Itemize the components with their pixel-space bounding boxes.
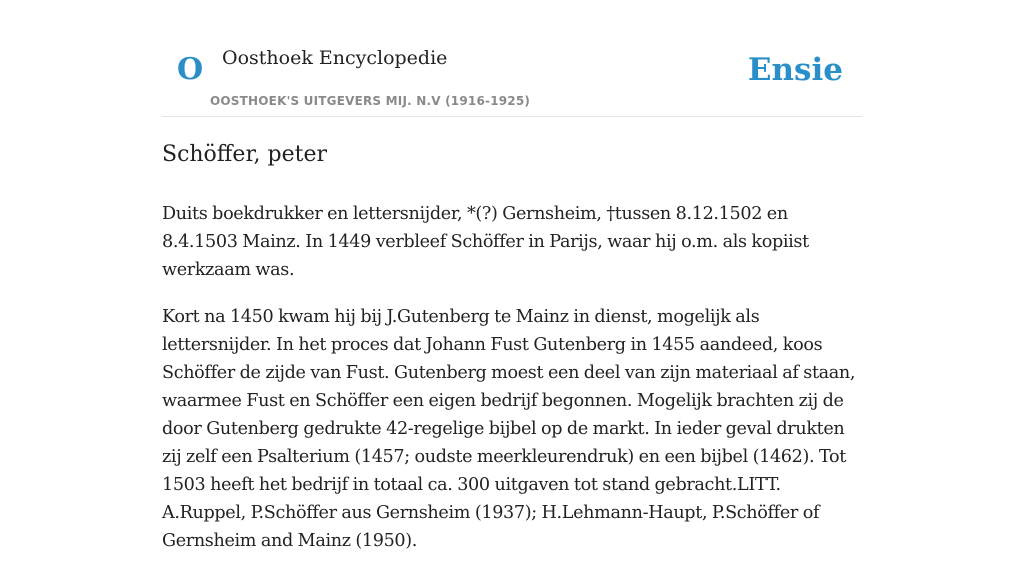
source-header (162, 0, 862, 117)
brand-logo[interactable]: Ensie (747, 52, 843, 88)
source-title[interactable]: Oosthoek Encyclopedie (222, 47, 448, 69)
entry-content (162, 138, 862, 574)
source-subtitle: OOSTHOEK'S UITGEVERS MIJ. N.V (1916-1925) (210, 94, 531, 108)
entry-paragraph: Kort na 1450 kwam hij bij J.Gutenberg te Mainz in dienst, mogelijk als lettersnijder. In het proces dat Johann Fust Gutenberg in 1455 aandeed, koos Schöffer de zijde van Fust. Gutenberg moest een deel van zijn materiaal af staan, waarmee Fust en Schöffer een eigen bedrijf begonnen. Mogelijk brachten zij de door Gutenberg gedrukte 42-regelige bijbel op de markt. In ieder geval drukten zij zelf een Psalterium (1457; oudste meerkleurendruk) en een bijbel (1462). Tot 1503 heeft het bedrijf in totaal ca. 300 uitgaven tot stand gebracht.LITT. A.Ruppel, P.Schöffer aus Gernsheim (1937); H.Lehmann-Haupt, P.Schöffer of Gernsheim and Mainz (1950). (162, 307, 856, 551)
source-logo-icon[interactable]: O (177, 52, 204, 87)
entry-title: Schöffer, peter (162, 142, 328, 167)
entry-paragraph: Duits boekdrukker en lettersnijder, *(?) Gernsheim, †tussen 8.12.1502 en 8.4.1503 Mainz. In 1449 verbleef Schöffer in Parijs, waar hij o.m. als kopiist werkzaam was. (162, 204, 809, 280)
